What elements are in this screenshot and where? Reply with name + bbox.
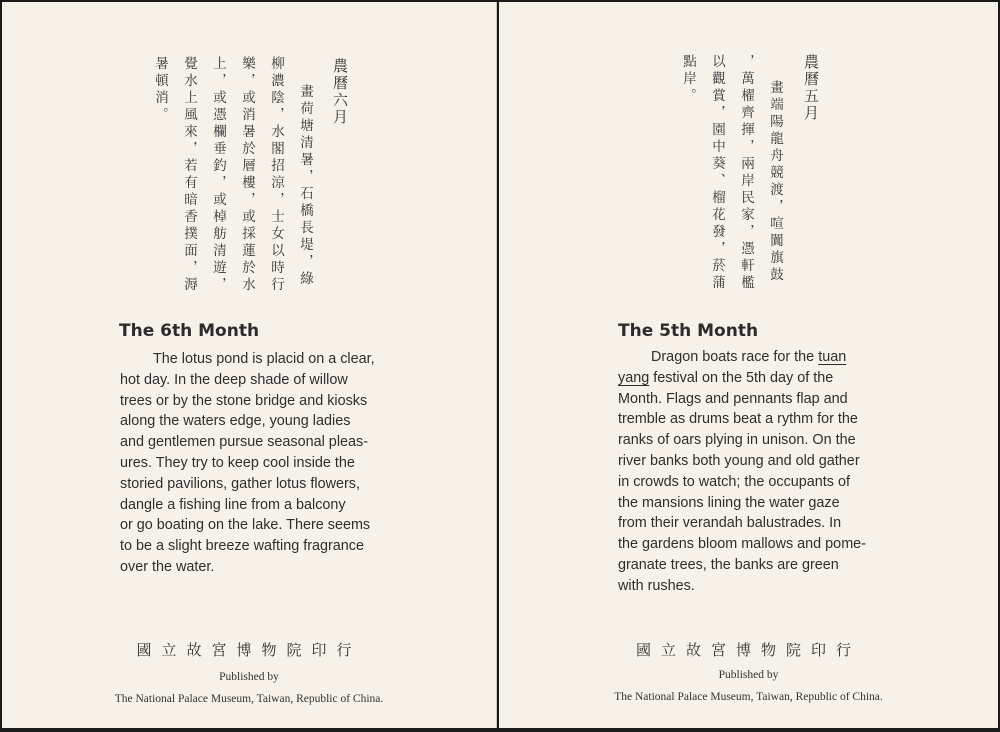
- text-line: granate trees, the banks are green: [618, 556, 839, 573]
- text-fragment: festival on the 5th day of the: [653, 369, 834, 386]
- chinese-heading: 農曆六月: [331, 58, 349, 126]
- chinese-column: 暑頓消。: [152, 56, 168, 124]
- chinese-column: 以觀賞，園中葵、榴花發，菸蒲: [709, 54, 725, 292]
- text-line: to be a slight breeze wafting fragrance: [120, 538, 364, 555]
- text-line: the gardens bloom mallows and pome-: [618, 536, 866, 553]
- text-line: over the water.: [120, 558, 215, 575]
- text-line: dangle a fishing line from a balcony: [120, 496, 346, 513]
- chinese-column: 覺水上風來，若有暗香撲面，溽: [181, 56, 197, 294]
- text-line: ranks of oars plying in unison. On the: [618, 432, 856, 449]
- description-paragraph: [618, 347, 884, 597]
- text-line: from their verandah balustrades. In: [618, 515, 842, 532]
- published-by-label: Published by: [219, 671, 279, 683]
- text-line: along the waters edge, young ladies: [120, 413, 351, 430]
- chinese-column: 樂，或消暑於層樓，或採蓮於水: [239, 56, 255, 294]
- published-by-label: Published by: [718, 669, 779, 681]
- description-paragraph: [120, 349, 387, 578]
- publisher-chinese: 國立故宮博物院印行: [635, 641, 861, 659]
- chinese-column: 上，或憑欄垂釣，或棹舫清遊，: [210, 56, 226, 294]
- text-line: ures. They try to keep cool inside the: [120, 454, 355, 471]
- page-title: The 6th Month: [119, 321, 260, 341]
- chinese-column: 點岸。: [680, 54, 696, 105]
- text-line: Month. Flags and pennants flap and: [618, 390, 848, 407]
- underlined-term: tuan: [818, 349, 847, 365]
- chinese-heading: 農曆五月: [802, 54, 820, 122]
- chinese-column: 柳濃陰，水閣招涼，士女以時行: [268, 56, 284, 294]
- publisher-name: The National Palace Museum, Taiwan, Republic of China.: [614, 691, 883, 703]
- chinese-column: 畫荷塘清暑，石橋長堤，綠: [297, 84, 313, 288]
- text-line: trees or by the stone bridge and kiosks: [120, 392, 368, 409]
- chinese-column: 畫端陽龍舟競渡，喧闐旗鼓: [767, 80, 783, 284]
- right-page: [499, 2, 998, 728]
- text-line: or go boating on the lake. There seems: [120, 517, 371, 534]
- publisher-chinese: 國立故宮博物院印行: [136, 641, 362, 659]
- text-line: with rushes.: [618, 577, 695, 594]
- text-line: hot day. In the deep shade of willow: [120, 371, 348, 388]
- page-title: The 5th Month: [618, 321, 759, 341]
- text-line: river banks both young and old gather: [618, 452, 860, 469]
- underlined-term: yang: [618, 369, 650, 386]
- text-line: in crowds to watch; the occupants of: [618, 473, 850, 490]
- text-line: [618, 347, 884, 368]
- text-line: tremble as drums beat a rythm for the: [618, 411, 858, 428]
- text-line: The lotus pond is placid on a clear,: [153, 351, 375, 367]
- text-line: and gentlemen pursue seasonal pleas-: [120, 434, 369, 451]
- text-line: [618, 368, 884, 389]
- text-fragment: Dragon boats race for the: [651, 349, 815, 365]
- chinese-column: ，萬櫂齊揮，兩岸民家，憑軒檻: [738, 54, 754, 292]
- text-line: the mansions lining the water gaze: [618, 494, 840, 511]
- left-page: [2, 2, 497, 728]
- text-line: storied pavilions, gather lotus flowers,: [120, 475, 360, 492]
- publisher-name: The National Palace Museum, Taiwan, Republic of China.: [114, 693, 384, 705]
